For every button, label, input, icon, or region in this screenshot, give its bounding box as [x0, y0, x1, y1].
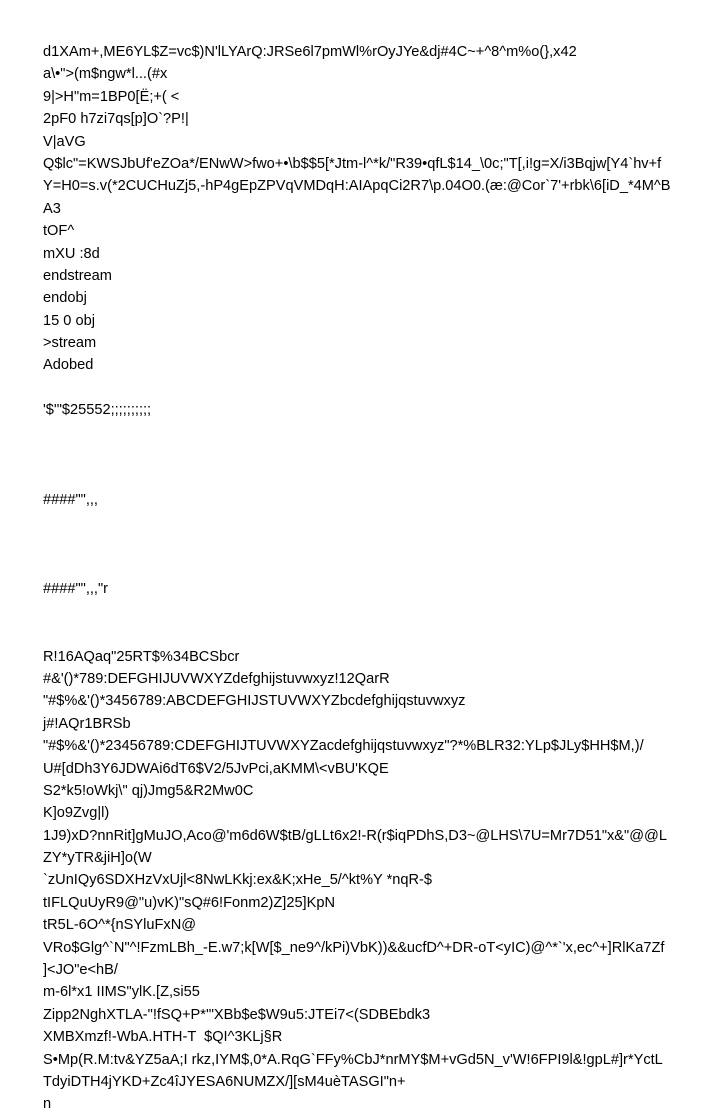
text-line: d1XAm+,ME6YL$Z=vc$)N'lLYArQ:JRSe6l7pmWl%rOyJYe&dj#4C~+^8^m%o(},x42	[43, 44, 577, 60]
text-line: S2*k5!oWkj\" qj)Jmg5&R2Mw0C	[43, 782, 254, 799]
text-line	[43, 623, 693, 645]
text-line: m-6l*x1 IIMS"ylK.[Z,si55	[43, 984, 200, 1001]
raw-text-block	[43, 41, 693, 1116]
text-line: j#!AQr1BRSb	[43, 715, 131, 732]
text-line: a\•">(m$ngw*l...(#x	[43, 66, 168, 83]
text-line: 9|>H"m=1BP0[Ë;+( <	[43, 88, 180, 105]
text-line	[43, 556, 693, 578]
text-line: ]<JO"e<hB/	[43, 962, 118, 979]
text-line: "#$%&'()*23456789:CDEFGHIJTUVWXYZacdefghijqstuvwxyz"?*%BLR32:YLp$JLy$HH$M,)/	[43, 738, 644, 755]
text-line: tR5L-6O^*{nSYluFxN@	[43, 917, 197, 934]
text-line: `zUnIQy6SDXHzVxUjl<8NwLKkj:ex&K;xHe_5/^kt%Y *nqR-$	[43, 872, 432, 889]
text-line: K]o9Zvg|l)	[43, 805, 110, 822]
text-line: Adobed	[43, 357, 94, 374]
text-line: '$'"$25552;;;;;;;;;;	[43, 402, 152, 419]
text-line: mXU :8d	[43, 245, 100, 262]
text-line: R!16AQaq"25RT$%34BCSbcr	[43, 648, 240, 665]
text-line: tIFLQuUyR9@"u)vK)"sQ#6!Fonm2)Z]25]KpN	[43, 894, 336, 911]
text-line	[43, 601, 693, 623]
text-line: n	[43, 1096, 52, 1113]
text-line: 2pF0 h7zi7qs[p]O`?P!|	[43, 111, 189, 128]
text-line: V|aVG	[43, 133, 86, 150]
text-line: ZY*yTR&jiH]o(W	[43, 850, 152, 867]
text-line: U#[dDh3Y6JDWAi6dT6$V2/5JvPci,aKMM\<vBU'KQE	[43, 760, 389, 777]
text-line: tOF^	[43, 223, 75, 240]
text-line: "#$%&'()*3456789:ABCDEFGHIJSTUVWXYZbcdefghijqstuvwxyz	[43, 693, 466, 710]
text-line: 15 0 obj	[43, 312, 95, 329]
text-line: endstream	[43, 267, 112, 284]
text-line	[43, 444, 693, 466]
text-line: Y=H0=s.v(*2CUCHuZj5,-hP4gEpZPVqVMDqH:AIApqCi2R7\p.04O0.(æ:@Cor`7'+rbk\6[iD_*4M^B	[43, 178, 671, 195]
text-line: #&'()*789:DEFGHIJUVWXYZdefghijstuvwxyz!12QarR	[43, 670, 390, 687]
text-line	[43, 466, 693, 488]
text-line	[43, 511, 693, 533]
text-line: ####"",,,	[43, 491, 98, 508]
text-line: 1J9)xD?nnRit]gMuJO,Aco@'m6d6W$tB/gLLt6x2!-R(r$iqPDhS,D3~@LHS\7U=Mr7D51"x&"@@L	[43, 827, 667, 844]
text-line	[43, 534, 693, 556]
text-line: ####"",,,"r	[43, 581, 109, 598]
text-line: S•Mp(R.M:tv&YZ5aA;I rkz,IYM$,0*A.RqG`FFy%CbJ*nrMY$M+vGd5N_v'W!6FPI9l&!gpL#]r*YctL	[43, 1051, 663, 1068]
text-line	[43, 422, 693, 444]
text-line: TdyiDTH4jYKD+Zc4îJYESA6NUMZX/][sM4uèTASGI"n+	[43, 1073, 406, 1090]
text-line: A3	[43, 200, 61, 217]
text-line: endobj	[43, 290, 87, 307]
text-line: Q$lc"=KWSJbUf'eZOa*/ENwW>fwo+•\b$$5[*Jtm-l^*k/"R39•qfL$14_\0c;"T[,i!g=X/i3Bqjw[Y4`hv+f	[43, 155, 662, 172]
text-line: >stream	[43, 335, 97, 352]
text-line	[43, 377, 693, 399]
text-line: VRo$Glg^`N"^!FzmLBh_-E.w7;k[W[$_ne9^/kPi)VbK))&&ucfD^+DR-oT<yIC)@^*`'x,ec^+]RlKa7Zf	[43, 939, 665, 956]
text-line: Zipp2NghXTLA-"!fSQ+P*'"XBb$e$W9u5:JTEi7<(SDBEbdk3	[43, 1006, 431, 1023]
text-line: XMBXmzf!-WbA.HTH-T $QI^3KLj§R	[43, 1029, 283, 1046]
